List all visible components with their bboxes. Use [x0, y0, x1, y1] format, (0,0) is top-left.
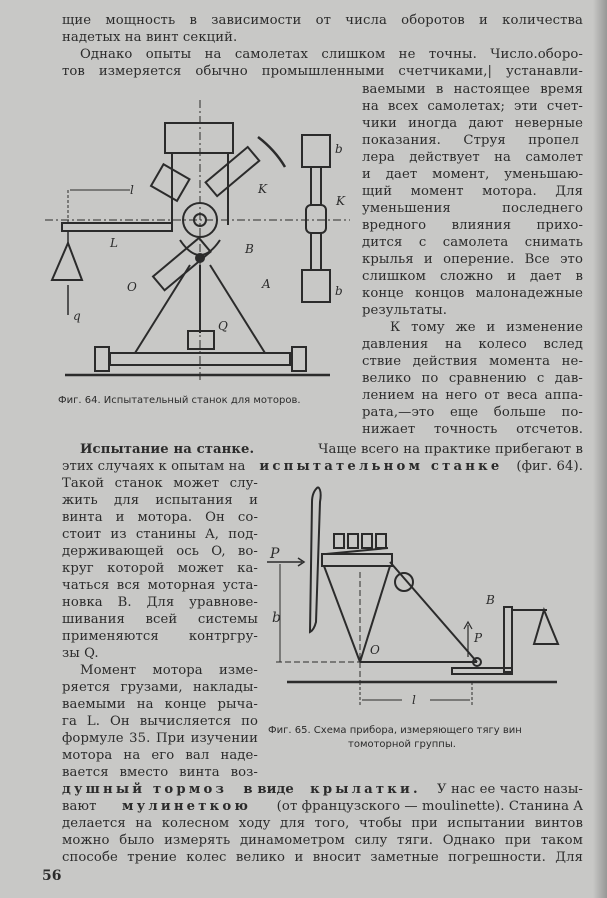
fig64-label-L: L: [110, 236, 118, 250]
fig65-label-O: O: [370, 643, 380, 657]
text-span: этих случаях к опытам на: [62, 459, 246, 474]
text-line: нижает точность отсчетов.: [362, 422, 583, 437]
text-line: щий момент мотора. Для: [362, 184, 583, 199]
fig65-label-P: P: [270, 546, 280, 562]
fig64-label-b-top: b: [335, 142, 343, 156]
fig65-label-B: B: [486, 593, 495, 607]
text-span: (от французского — moulinette). Станина A: [276, 799, 583, 814]
figure-64-caption: Фиг. 64. Испытательный станок для моторов.: [58, 395, 301, 406]
emphasized-term: крылатки.: [310, 782, 421, 797]
section-heading-line: [80, 441, 583, 458]
text-line: круг которой может ка-: [62, 561, 258, 576]
text-line: мотора на его вал наде-: [62, 748, 258, 763]
text-line: велико по сравнению с дав-: [362, 371, 583, 386]
text-line: рата,—это еще больше по-: [362, 405, 583, 420]
text-line: показания. Струя пропел: [362, 133, 579, 148]
text-line: крылья и оперение. Все это: [362, 252, 583, 267]
text-span: в виде: [243, 782, 294, 797]
text-line: Момент мотора изме-: [80, 663, 258, 678]
text-line: можно было измерять динамометром силу тяги. Однако при таком: [62, 833, 583, 848]
text-line: давления на колесо вслед: [362, 337, 583, 352]
text-line: слишком сложно и дает в: [362, 269, 583, 284]
fig64-label-O: O: [127, 280, 137, 294]
page-edge-shadow: [593, 0, 607, 898]
emphasized-term: испытательном станке: [259, 459, 503, 474]
fig64-label-B: B: [245, 242, 254, 256]
text-line: ствие действия момента не-: [362, 354, 583, 369]
text-line: надетых на винт секций.: [62, 30, 238, 45]
text-line: К тому же и изменение: [390, 320, 583, 335]
text-line: лера действует на самолет: [362, 150, 583, 165]
figure-65-caption-line2: томоторной группы.: [348, 739, 456, 750]
figure-65-caption-line1: Фиг. 65. Схема прибора, измеряющего тягу вин: [268, 725, 522, 736]
figure-64-test-stand: [40, 95, 360, 385]
fig65-label-P-small: P: [474, 631, 483, 645]
text-line: вредного влияния прихо-: [362, 218, 583, 233]
fig64-label-k: K: [258, 182, 267, 196]
text-span: У нас ее часто назы-: [437, 782, 583, 797]
text-line: применяются контргру-: [62, 629, 258, 644]
text-line: тов измеряется обычно промышленными счетчиками,| устанавли-: [62, 64, 583, 79]
text-line: лением на него от веса аппа-: [362, 388, 583, 403]
fig64-label-l: l: [130, 183, 134, 197]
text-line: дится с самолета снимать: [362, 235, 583, 250]
fig65-label-l: l: [412, 693, 416, 707]
text-line: ваемыми на конце рыча-: [62, 697, 258, 712]
emphasized-term: мулинеткою: [122, 799, 252, 814]
text-line: щие мощность в зависимости от числа оборотов и количества: [62, 13, 583, 28]
fig65-label-b: b: [272, 610, 281, 626]
text-line: ваемыми в настоящее время: [362, 82, 583, 97]
figure-65-thrust-measuring-device: [262, 482, 562, 707]
text-line: формуле 35. При изучении: [62, 731, 258, 746]
fig64-label-Q: Q: [218, 319, 228, 333]
text-span: (фиг. 64).: [516, 459, 583, 474]
text-line: вается вместо винта воз-: [62, 765, 258, 780]
text-line: жить для испытания и: [62, 493, 258, 508]
text-line: новка B. Для уравнове-: [62, 595, 258, 610]
text-line: делается на колесном ходу для того, чтобы при испытании винтов: [62, 816, 583, 831]
text-span: вают: [62, 799, 97, 814]
text-line: конце концов малонадежные: [362, 286, 583, 301]
text-line: чики иногда дают неверные: [362, 116, 583, 131]
text-line: и дает момент, уменьшаю-: [362, 167, 583, 182]
text-line: га L. Он вычисляется по: [62, 714, 258, 729]
text-line: стоит из станины A, под-: [62, 527, 258, 542]
fig64-label-A: A: [262, 277, 271, 291]
text-line: ряется грузами, наклады-: [62, 680, 258, 695]
text-line: шивания всей системы: [62, 612, 258, 627]
text-line: [62, 781, 583, 798]
page-number: 56: [42, 868, 62, 884]
text-span: Чаще всего на практике прибегают в: [318, 442, 583, 457]
text-line: [62, 458, 583, 475]
text-line: Однако опыты на самолетах слишком не точны. Число.оборо-: [80, 47, 583, 62]
text-line: на всех самолетах; эти счет-: [362, 99, 583, 114]
text-line: зы Q.: [62, 646, 99, 661]
text-line: держивающей ось O, во-: [62, 544, 258, 559]
text-line: винта и мотора. Он со-: [62, 510, 258, 525]
text-line: Такой станок может слу-: [62, 476, 258, 491]
text-line: [62, 798, 583, 815]
text-line: чаться вся моторная уста-: [62, 578, 258, 593]
section-heading: Испытание на станке.: [80, 442, 255, 457]
text-line: способе трение колес велико и вносит заметные погрешности. Для: [62, 850, 583, 865]
fig64-label-b-bottom: b: [335, 284, 343, 298]
emphasized-term: душный тормоз: [62, 782, 228, 797]
text-line: результаты.: [362, 303, 447, 318]
fig64-label-q: q: [73, 309, 81, 323]
fig64-label-K-side: K: [336, 194, 345, 208]
text-line: уменьшения последнего: [362, 201, 583, 216]
